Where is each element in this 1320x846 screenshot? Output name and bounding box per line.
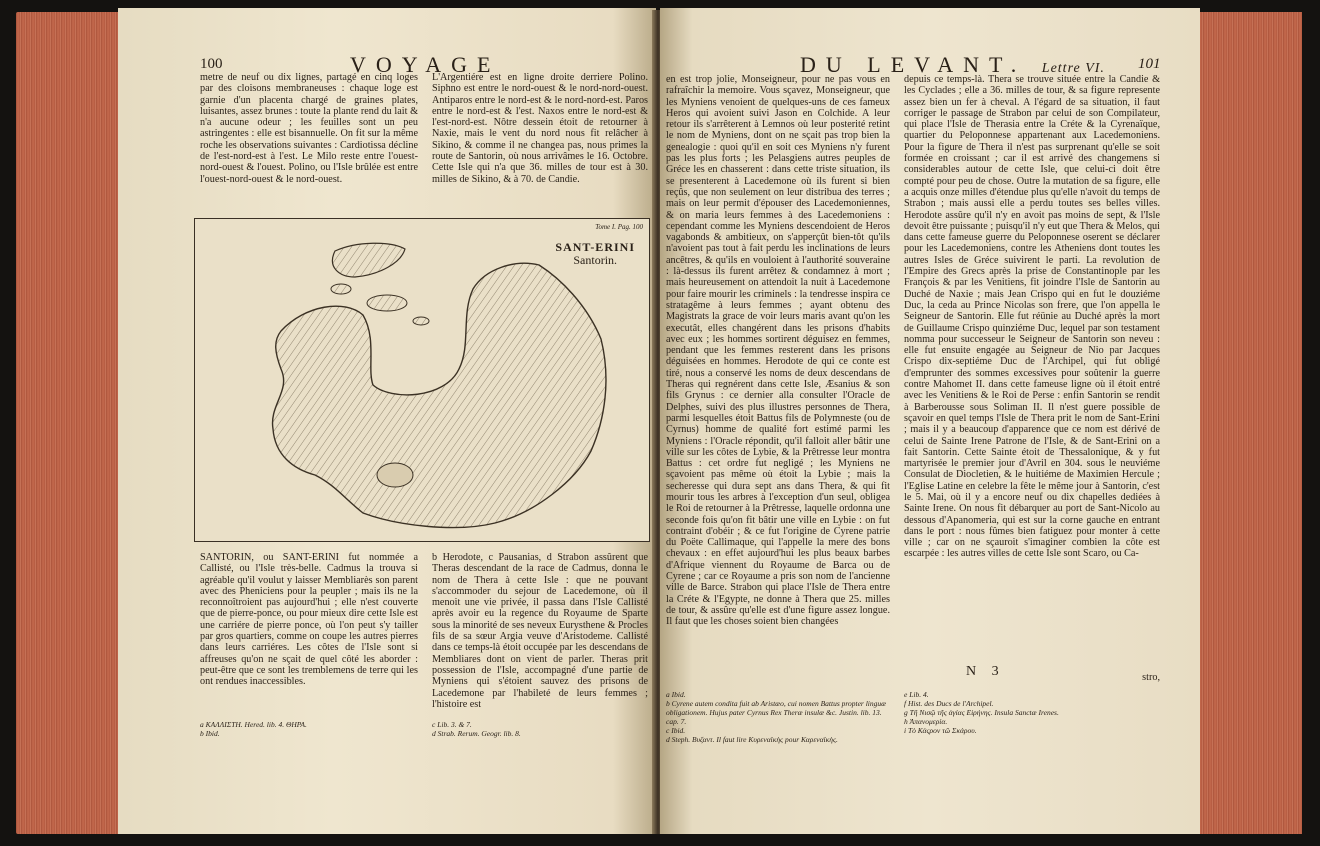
- text-column: metre de neuf ou dix lignes, partagé en cinq loges par des cloisons membraneuses : chaque loge est garnie d'un placenta chargé de graines plates, luisantes, assez brunes : toute la plante rend du lait & n'a aucune odeur ; les feuilles sont un peu astringentes : elle est bisannuelle. On fit sur la même roche les observations suivantes : Cardiotissa décline de l'est-nord-est à l'est. Le Milo reste entre l'ouest-nord-ouest & l'ouest. Polino, ou l'Isle brûlée est entre l'ouest-nord-ouest & le nord-ouest.: [200, 72, 418, 185]
- islet: [331, 284, 351, 294]
- santorin-main-island: [273, 263, 606, 527]
- text-column: b Herodote, c Pausanias, d Strabon assûrent que Theras descendant de la race de Cadmus, donna le nom de Thera à cette Isle : que ne pouvant s'accommoder du sejour de Lacedemone, où il menoit une vie privée, il passa dans l'Isle Callisté après avoir eu la regence du Royaume de Sparte sous la minorité de ses neveux Eurysthene & Procles fils de sa sœur Argia veuve d'Aristodeme. Callisté dans ce temps-là étoit occupée par les descendans de Membliares dont on vient de parler. Theras prit possession de l'Isle, accompagné d'une partie de Myniens qui s'étoient sauvez des prisons de Lacedemone par l'habileté de leurs femmes ; l'histoire est: [432, 552, 648, 710]
- running-head-sub: Lettre VI.: [1041, 61, 1105, 76]
- footnotes: c Lib. 3. & 7. d Strab. Rerum. Geogr. lib. 8.: [432, 720, 521, 738]
- left-page: [118, 8, 656, 834]
- text-column: L'Argentiére est en ligne droite derriere Polino. Siphno est entre le nord-ouest & le nord-nord-ouest. Antiparos entre le nord-est & le nord-nord-est. Paros entre le nord-est & l'est. Naxos entre le nord-est & l'est-nord-est. Nôtre dessein étoit de retourner à Naxie, mais le vent du nord nous fit relâcher à Sikino, & comme il ne changea pas, nous primes la route de Santorin, où nous arrivâmes le 16. Octobre. Cette Isle qui n'a que 36. milles de tour est à 30. milles de Sikino, & à 70. de Candie.: [432, 72, 648, 185]
- therasia-island: [332, 243, 405, 277]
- footnotes: a Ibid. b Cyrene autem condita fuit ab Aristæo, cui nomen Battus propter linguæ obligationem. Hujus pater Cyrnus Rex Theræ insulæ &c. Justin. lib. 13. cap. 7. c Ibid. d Steph. Βυζαντ. Il faut lire Κυρεναϊκὴς pour Καρεναϊκὴς.: [666, 690, 887, 744]
- running-head: VOYAGE: [350, 52, 501, 77]
- catchword: stro,: [1142, 672, 1160, 683]
- text-column: depuis ce temps-là. Thera se trouve située entre la Candie & les Cyclades ; elle a 36. milles de tour, & sa figure represente assez bien un fer à cheval. A l'égard de sa situation, il faut corriger le passage de Strabon par celui de son Compilateur, qui place l'Isle de Therasia entre la Créte & la Cyrenaïque, quartier du Peloponnese appartenant aux Lacedemoniens. Pour la figure de Thera il n'est pas surprenant qu'elle se soit formée en croissant ; car il est arrivé des changemens si considerables autour de cette Isle, que celui-ci doit être compté pour peu de chose. Outre la mutation de sa figure, elle a acquis onze milles d'étendue plus qu'elle n'avoit du temps de Strabon ; mais aussi elle a perdu toutes ses belles villes. Herodote assûre qu'il n'y en avoit pas moins de sept, & l'Isle devoit être puissante ; puisqu'il n'y eut que Thera & Melos, qui dans cette fameuse guerre du Peloponnese oserent se déclarer pour les Lacedemoniens, contre les Atheniens dont toutes les autres Isles de Gréce suivirent le parti. La revolution de l'Empire des Grecs après la prise de Constantinople par les François & par les Venitiens, fit joindre l'Isle de Santorin au Duché de Naxie ; mais Jean Crispo qui en fut le douziéme Duc, la ceda au Prince Nicolas son frere, que l'on appella le Seigneur de Santorin. Elle fut réünie au Duché après la mort de Guillaume Crispo quinziéme Duc, lequel par son testament nomma pour successeur le Seigneur de Santorin son neveu : elle fut ensuite engagée au Seigneur de Nio par Jacques Crispo dix-septiéme Duc de l'Archipel, qui fut obligé d'emprunter des sommes excessives pour soûtenir la guerre contre Mahomet II. dans cette fameuse ligne où il étoit entré avec les Venitiens & le Roi de Perse : enfin Santorin se rendit à Barberousse sous Soliman II. Il n'est guere possible de sçavoir en quel temps l'Isle de Thera prit le nom de Sant-Erini ; mais il y a beaucoup d'apparence que ce nom est dérivé de celui de Sainte Irene Patrone de l'Isle, & de Sant-Erini on a fait Santorin. Cette Sainte étoit de Thessalonique, & y fut martyrisée le premier jour d'Avril en 304. sous le neuviéme Consulat de Diocletien, & le huitiéme de Maximien Hercule ; l'Eglise Latine en celebre la fête le même jour à Santorin, c'est le 5. Mai, où il y a encore neuf ou dix chapelles dediées à Sainte Irene. On nous fit débarquer au port de Sant-Nicolo au dessous d'Apanomeria, qui est sur la corne gauche en entrant dans le port : nous fûmes bien fatiguez pour monter à cette ville ; car on ne sçauroit s'imaginer combien la côte est escarpée : les autres villes de cette Isle sont Scaro, ou Ca-: [904, 74, 1160, 560]
- map-title-cartouche: [555, 241, 635, 267]
- footnotes: a ΚΑΛΛΙΣΤΗ. Hered. lib. 4. ΘΗΡΑ. b Ibid.: [200, 720, 307, 738]
- signature-mark: N 3: [966, 664, 1005, 679]
- islet: [413, 317, 429, 325]
- map-plate-reference: Tome I. Pag. 100: [595, 223, 643, 231]
- islet: [367, 295, 407, 311]
- map-santorin: [194, 218, 650, 542]
- text-column: en est trop jolie, Monseigneur, pour ne pas vous en rafraîchir la memoire. Vous sçavez, Monseigneur, que les Myniens venoient de quelques-uns de ces fameux Heros qui avoient suivi Jason en Colchide. A leur retour ils s'arrêterent à Lemnos où leur posterité retint le nom de Myniens, dont on ne sçait pas trop bien la genealogie : quoi qu'il en soit ces Myniens n'y furent pas les plus forts ; les Pelasgiens autres peuples de Gréce les en chasserent : dans cette triste situation, ils se presenterent à Lacedemone où ils furent si bien reçûs, que non seulement on leur distribua des terres ; mais on leur permit d'épouser des Lacedemoniennes, & on maria leurs femmes à des Lacedemoniens : cependant comme les Myniens descendoient de Heros vagabonds & ambitieux, on s'apperçût bien-tôt qu'ils n'avoient pas tout à fait perdu les inclinations de leurs ancêtres, & qu'ils en vouloient à l'authorité souveraine : là-dessus ils furent arrêtez & condamnez à mort ; mais heureusement on attendoit la nuit à Lacedemone pour faire mourir les criminels : la tendresse inspira ce stratagême à leurs femmes ; ayant obtenu des Magistrats la grace de voir leurs maris avant qu'on les executât, elles changérent dans les prisons d'habits avec eux ; les hommes sortirent déguisez en femmes, pendant que les femmes resterent dans les prisons déguisées en hommes. Herodote de qui ce conte est tiré, nous a conservé les noms de deux descendans de Theras qui regnérent dans cette Isle, Æsanius & son fils Grynus : ce dernier alla consulter l'Oracle de Delphes, suivi des plus illustres personnes de Thera, parmi lesquelles étoit Battus fils de Polymneste (ou de Cyrnus) homme de qualité fort estimé parmi les Myniens : l'Oracle répondit, qu'il falloit aller bâtir une ville sur les côtes de Lybie, & la Prêtresse leur montra Battus : cet ordre fut negligé ; les Myniens ne sçavoient pas même où étoit la Lybie ; mais la secheresse qui dura sept ans dans Thera, & qui fit mourir tous les arbres à l'exception d'un seul, obligea le Roi de retourner à la Prêtresse, laquelle ordonna une seconde fois qu'on fit bâtir une ville en Lybie : on fut contraint d'obéir ; & ce fut l'origine de Cyrene patrie du Poëte Callimaque, qui l'appelle la mere des bons chevaux : en effet aujourd'hui les plus beaux barbes d'Afrique viennent du Royaume de Barca ou de Cyrene ; car ce Royaume a pris son nom de l'ancienne ville de Barce. Strabon qui place l'Isle de Thera entre la Créte & l'Egypte, ne donne à Thera que 25. milles de tour, & assûre qu'elle est d'une figure assez longue. Il faut que les choses soient bien changées: [666, 74, 890, 628]
- right-page: [660, 8, 1200, 834]
- left-page-edges: [16, 12, 120, 834]
- islet: [377, 463, 413, 487]
- footnotes: e Lib. 4. f Hist. des Ducs de l'Archipel. g Τῆ Νισῷ τῆς ἁγίας Εἰρήνης. Insula Sanctæ Irenes. h Ἀπανομερία. i Τὸ Κάςρον τῶ Σκάρου.: [904, 690, 1059, 735]
- text-column: SANTORIN, ou SANT-ERINI fut nommée a Callisté, ou l'Isle très-belle. Cadmus la trouva si agréable qu'il voulut y laisser Membliarès son parent avec des Pheniciens pour la peupler ; mais ils ne la reconnoîtroient pas aujourd'hui ; elle n'est couverte que de pierre-ponce, ou pour mieux dire cette Isle est une carriére de pierre ponce, où l'on peut s'y tailler par gros quartiers, comme on coupe les autres pierres dans leurs carriéres. Les côtes de l'Isle sont si affreuses qu'on ne sçait de quel côté les aborder : peut-être que ce sont les tremblemens de terre qui les ont rendues inaccessibles.: [200, 552, 418, 688]
- page-number: 101: [1138, 56, 1161, 72]
- map-subtitle: Santorin.: [573, 253, 618, 267]
- right-page-edges: [1198, 12, 1302, 834]
- island-map-drawing: [195, 219, 649, 541]
- map-title: SANT-ERINI: [555, 240, 635, 254]
- running-head: DU LEVANT. Lettre VI.: [800, 52, 1105, 77]
- page-number: 100: [200, 56, 223, 72]
